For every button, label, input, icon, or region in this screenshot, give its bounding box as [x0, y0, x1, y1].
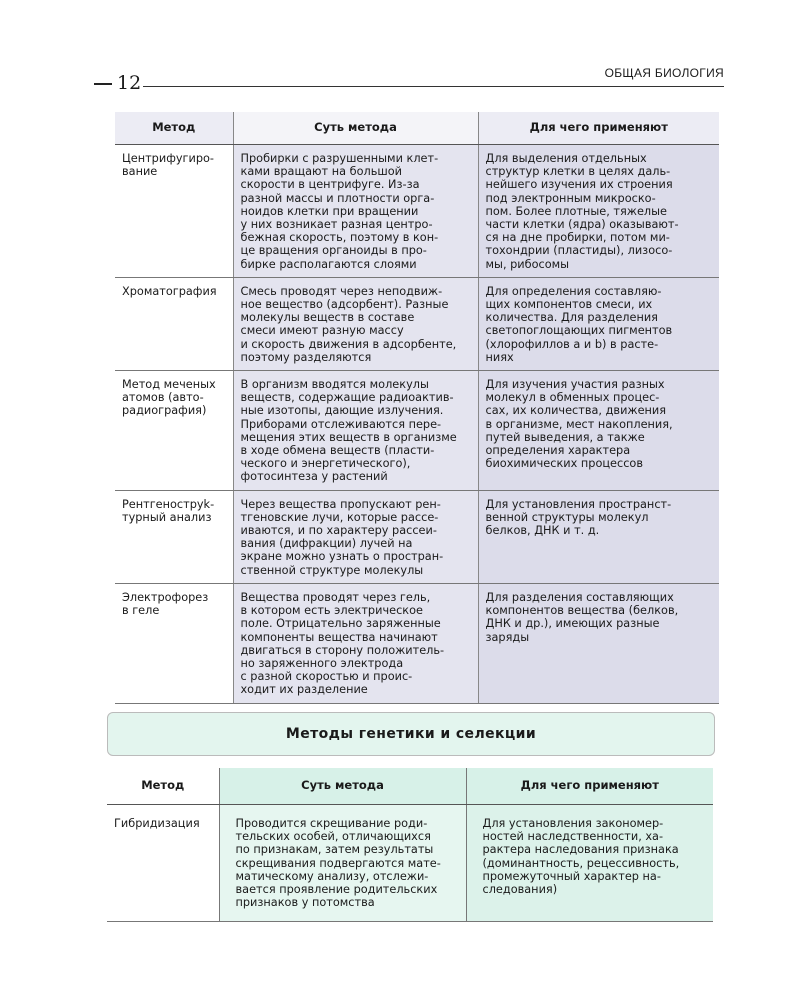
section-title-banner	[107, 712, 715, 756]
table-row	[115, 490, 719, 583]
use-cell	[478, 145, 719, 278]
method-cell	[115, 583, 233, 703]
col-header-method: Метод	[115, 112, 233, 145]
header-rule	[143, 86, 724, 87]
running-head-subject: ОБЩАЯ БИОЛОГИЯ	[604, 66, 724, 80]
use-text: Для установления пространст- венной структуры молекул белков, ДНК и т. д.	[485, 497, 672, 538]
method-name: Гибридизация	[114, 817, 200, 830]
genetics-methods-table	[107, 768, 713, 922]
essence-cell	[233, 277, 478, 370]
page-number-dash	[94, 83, 112, 85]
method-cell	[115, 145, 233, 278]
col-header-use: Для чего применяют	[478, 112, 719, 145]
use-cell	[478, 583, 719, 703]
essence-cell	[233, 371, 478, 491]
use-text: Для определения составляю- щих компонентов смеси, их количества. Для разделения светопоглощающих пигментов (хлорофиллов a и b) в расте- ниях	[485, 284, 673, 364]
use-cell	[478, 490, 719, 583]
method-cell	[115, 490, 233, 583]
col-header-essence: Суть метода	[233, 112, 478, 145]
essence-text: Пробирки с разрушенными клет- ками вращают на большой скорости в центрифуге. Из-за разной массы и плотности орга- ноидов клетки при вращении у них возникает разная центро- бежная скорость, поэтому в кон- це вращения органоиды в про- бирке располагаются слоями	[240, 152, 439, 271]
essence-cell	[233, 145, 478, 278]
essence-cell	[233, 490, 478, 583]
essence-text: Проводится скрещивание роди- тельских особей, отличающихся по признакам, затем результаты скрещивания подвергаются мате- матическому анализу, отслежи- вается проявление родительских признаков у потомства	[235, 817, 441, 910]
use-cell	[478, 371, 719, 491]
essence-cell	[233, 583, 478, 703]
use-cell	[478, 277, 719, 370]
essence-text: Через вещества пропускают рен- тгеновские лучи, которые рассе- иваются, и по характеру рассеи- вания (дифракции) лучей на экране можно узнать о простран- ственной структуре молекулы	[240, 497, 444, 577]
method-cell	[115, 277, 233, 370]
use-text: Для изучения участия разных молекул в обменных процес- сах, их количества, движения в организме, мест накопления, путей выведения, а также определения характера биохимических процессов	[485, 378, 673, 471]
table-row	[115, 145, 719, 278]
method-name: Хроматография	[122, 284, 217, 298]
essence-text: В организм вводятся молекулы веществ, содержащие радиоактив- ные изотопы, дающие излучения. Приборами отслеживаются пере- мещения этих веществ в организме в ходе обмена веществ (пласти- ческого и энергетического), фотосинтеза у растений	[240, 378, 457, 484]
genetics-table-header	[107, 768, 713, 805]
section-title: Методы генетики и селекции	[285, 726, 537, 742]
table-row	[115, 583, 719, 703]
method-name: Метод меченых атомов (авто- радиография)	[122, 378, 216, 418]
col-header-method: Метод	[107, 768, 219, 805]
essence-cell	[219, 805, 466, 922]
col-header-essence: Суть метода	[219, 768, 466, 805]
use-text: Для установления закономер- ностей наследственности, ха- рактера наследования признака (доминантность, рецессивность, промежуточный характер на- следования)	[482, 817, 680, 897]
method-name: Центрифугиро- вание	[122, 152, 214, 179]
method-cell	[115, 371, 233, 491]
page-number	[94, 72, 141, 94]
method-cell	[107, 805, 219, 922]
col-header-use: Для чего применяют	[466, 768, 713, 805]
essence-text: Вещества проводят через гель, в котором есть электрическое поле. Отрицательно заряженные компоненты вещества начинают двигаться в сторону положитель- но заряженного электрода с разной скоростью и проис- ходит их разделение	[240, 590, 445, 697]
table-row	[115, 371, 719, 491]
methods-table	[115, 112, 719, 704]
essence-text: Смесь проводят через неподвиж- ное вещество (адсорбент). Разные молекулы веществ в составе смеси имеют разную массу и скорость движения в адсорбенте, поэтому разделяются	[240, 284, 457, 364]
methods-table-header	[115, 112, 719, 145]
method-name: Электрофорез в геле	[122, 590, 209, 618]
table-row	[107, 805, 713, 922]
method-name: Рентгеноструk- турный анализ	[122, 497, 215, 524]
use-cell	[466, 805, 713, 922]
use-text: Для разделения составляющих компонентов вещества (белков, ДНК и др.), имеющих разные заряды	[485, 590, 679, 644]
page-number-text: 12	[117, 72, 142, 94]
use-text: Для выделения отдельных структур клетки в целях даль- нейшего изучения их строения под электронным микроско- пом. Более плотные, тяжелые части клетки (ядра) оказывают- ся на дне пробирки, потом ми- тохондрии (пластиды), лизосо- мы, рибосомы	[485, 152, 679, 271]
table-row	[115, 277, 719, 370]
